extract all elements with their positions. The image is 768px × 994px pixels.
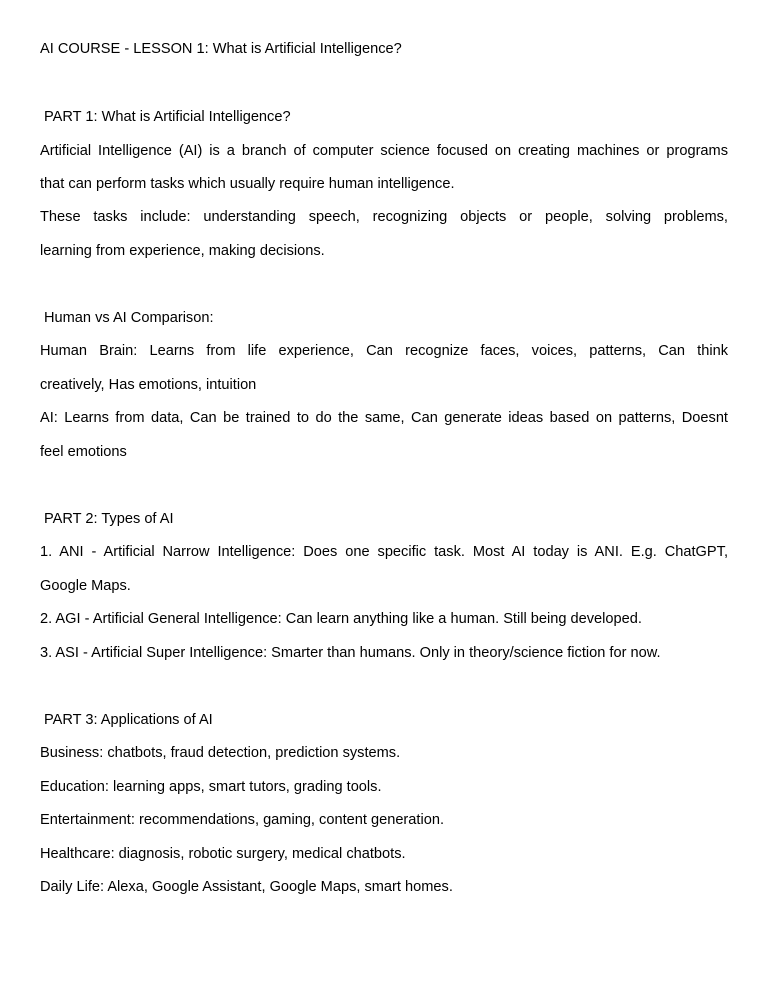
part1-paragraph2-line2: learning from experience, making decisions. [40, 243, 325, 259]
part3-education: Education: learning apps, smart tutors, grading tools. [40, 779, 382, 795]
part3-healthcare: Healthcare: diagnosis, robotic surgery, medical chatbots. [40, 846, 406, 862]
part2-asi: 3. ASI - Artificial Super Intelligence: Smarter than humans. Only in theory/science fiction for now. [40, 645, 661, 661]
comparison-human-line1: Human Brain: Learns from life experience, Can recognize faces, voices, patterns, Can think [40, 343, 728, 359]
part3-heading: PART 3: Applications of AI [44, 712, 213, 728]
comparison-ai-line2: feel emotions [40, 444, 127, 460]
part3-daily-life: Daily Life: Alexa, Google Assistant, Google Maps, smart homes. [40, 879, 453, 895]
part1-paragraph1-line2: that can perform tasks which usually require human intelligence. [40, 176, 455, 192]
part2-heading: PART 2: Types of AI [44, 511, 174, 527]
comparison-human-line2: creatively, Has emotions, intuition [40, 377, 257, 393]
part3-entertainment: Entertainment: recommendations, gaming, content generation. [40, 812, 444, 828]
part2-ani-line2: Google Maps. [40, 578, 131, 594]
part2-ani-line1: 1. ANI - Artificial Narrow Intelligence: Does one specific task. Most AI today is ANI. E.g. ChatGPT, [40, 544, 728, 560]
part2-agi: 2. AGI - Artificial General Intelligence: Can learn anything like a human. Still being developed. [40, 611, 642, 627]
part1-paragraph2-line1: These tasks include: understanding speech, recognizing objects or people, solving problems, [40, 209, 728, 225]
part3-business: Business: chatbots, fraud detection, prediction systems. [40, 745, 401, 761]
comparison-heading: Human vs AI Comparison: [44, 310, 214, 326]
comparison-ai-line1: AI: Learns from data, Can be trained to do the same, Can generate ideas based on patterns, Doesnt [40, 410, 728, 426]
part1-paragraph1-line1: Artificial Intelligence (AI) is a branch of computer science focused on creating machines or programs [40, 143, 728, 159]
document-title: AI COURSE - LESSON 1: What is Artificial Intelligence? [40, 41, 402, 57]
part1-heading: PART 1: What is Artificial Intelligence? [44, 109, 291, 125]
